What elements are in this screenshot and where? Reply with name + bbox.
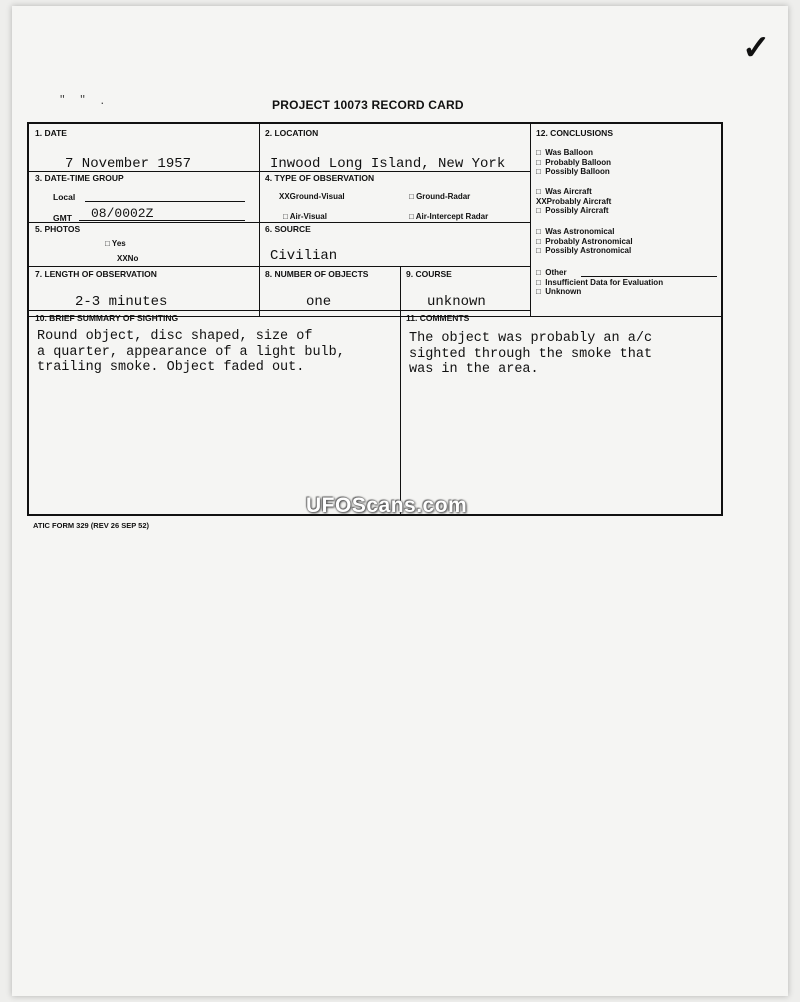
conclusions-balloon: □ Was Balloon □ Probably Balloon □ Possibly Balloon bbox=[536, 148, 612, 176]
form-number: ATIC FORM 329 (REV 26 SEP 52) bbox=[33, 521, 150, 530]
course-label: 9. COURSE bbox=[406, 269, 452, 279]
checkmark-icon: ✓ bbox=[742, 29, 771, 67]
type-air-visual: □ Air-Visual bbox=[283, 212, 327, 221]
photos-no: XXNo bbox=[117, 254, 139, 263]
comments-text bbox=[409, 331, 652, 378]
course-value: unknown bbox=[427, 294, 486, 310]
type-label: 4. TYPE OF OBSERVATION bbox=[265, 173, 375, 183]
summary-line: Round object, disc shaped, size of bbox=[37, 329, 313, 344]
objects-label: 8. NUMBER OF OBJECTS bbox=[265, 269, 369, 279]
type-air-intercept: □ Air-Intercept Radar bbox=[409, 212, 489, 221]
gmt-label: GMT bbox=[53, 213, 72, 223]
comments-line: was in the area. bbox=[409, 362, 539, 377]
gmt-value: 08/0002Z bbox=[91, 206, 154, 221]
type-ground-visual: XXGround-Visual bbox=[279, 192, 345, 201]
comments-label: 11. COMMENTS bbox=[406, 313, 470, 323]
photos-label: 5. PHOTOS bbox=[35, 224, 81, 234]
checkbox-icon: □ bbox=[409, 192, 417, 201]
conclusions-label: 12. CONCLUSIONS bbox=[536, 128, 613, 138]
comments-line: The object was probably an a/c bbox=[409, 331, 653, 346]
page-title: PROJECT 10073 RECORD CARD bbox=[272, 98, 464, 112]
checkbox-icon: □ bbox=[409, 212, 416, 221]
summary-text bbox=[37, 329, 345, 376]
length-value: 2-3 minutes bbox=[75, 294, 168, 310]
source-label: 6. SOURCE bbox=[265, 224, 311, 234]
conclusions-other: □ Other □ Insufficient Data for Evaluation □ Unknown bbox=[536, 268, 664, 296]
conclusions-astronomical: □ Was Astronomical □ Probably Astronomical □ Possibly Astronomical bbox=[536, 227, 633, 255]
date-label: 1. DATE bbox=[35, 128, 67, 138]
conclusions-aircraft: □ Was Aircraft XXProbably Aircraft □ Possibly Aircraft bbox=[536, 187, 612, 215]
objects-value: one bbox=[306, 294, 332, 310]
comments-line: sighted through the smoke that bbox=[409, 346, 653, 362]
checkbox-icon: □ bbox=[105, 239, 112, 248]
location-value: Inwood Long Island, New York bbox=[270, 156, 506, 172]
location-label: 2. LOCATION bbox=[265, 128, 319, 138]
type-ground-radar: □ Ground-Radar bbox=[409, 192, 471, 201]
local-label: Local bbox=[53, 192, 76, 202]
photos-yes: □ Yes bbox=[105, 239, 126, 248]
record-card bbox=[27, 122, 723, 516]
checkbox-icon: □ bbox=[283, 212, 290, 221]
stray-marks: " " . bbox=[60, 92, 111, 107]
source-value: Civilian bbox=[270, 248, 338, 264]
summary-label: 10. BRIEF SUMMARY OF SIGHTING bbox=[35, 313, 179, 323]
dtg-label: 3. DATE-TIME GROUP bbox=[35, 173, 124, 183]
summary-line: a quarter, appearance of a light bulb, bbox=[37, 344, 345, 360]
watermark: UFOScans.com bbox=[306, 494, 468, 517]
date-value: 7 November 1957 bbox=[65, 156, 192, 172]
summary-line: trailing smoke. Object faded out. bbox=[37, 360, 305, 375]
length-label: 7. LENGTH OF OBSERVATION bbox=[35, 269, 157, 279]
